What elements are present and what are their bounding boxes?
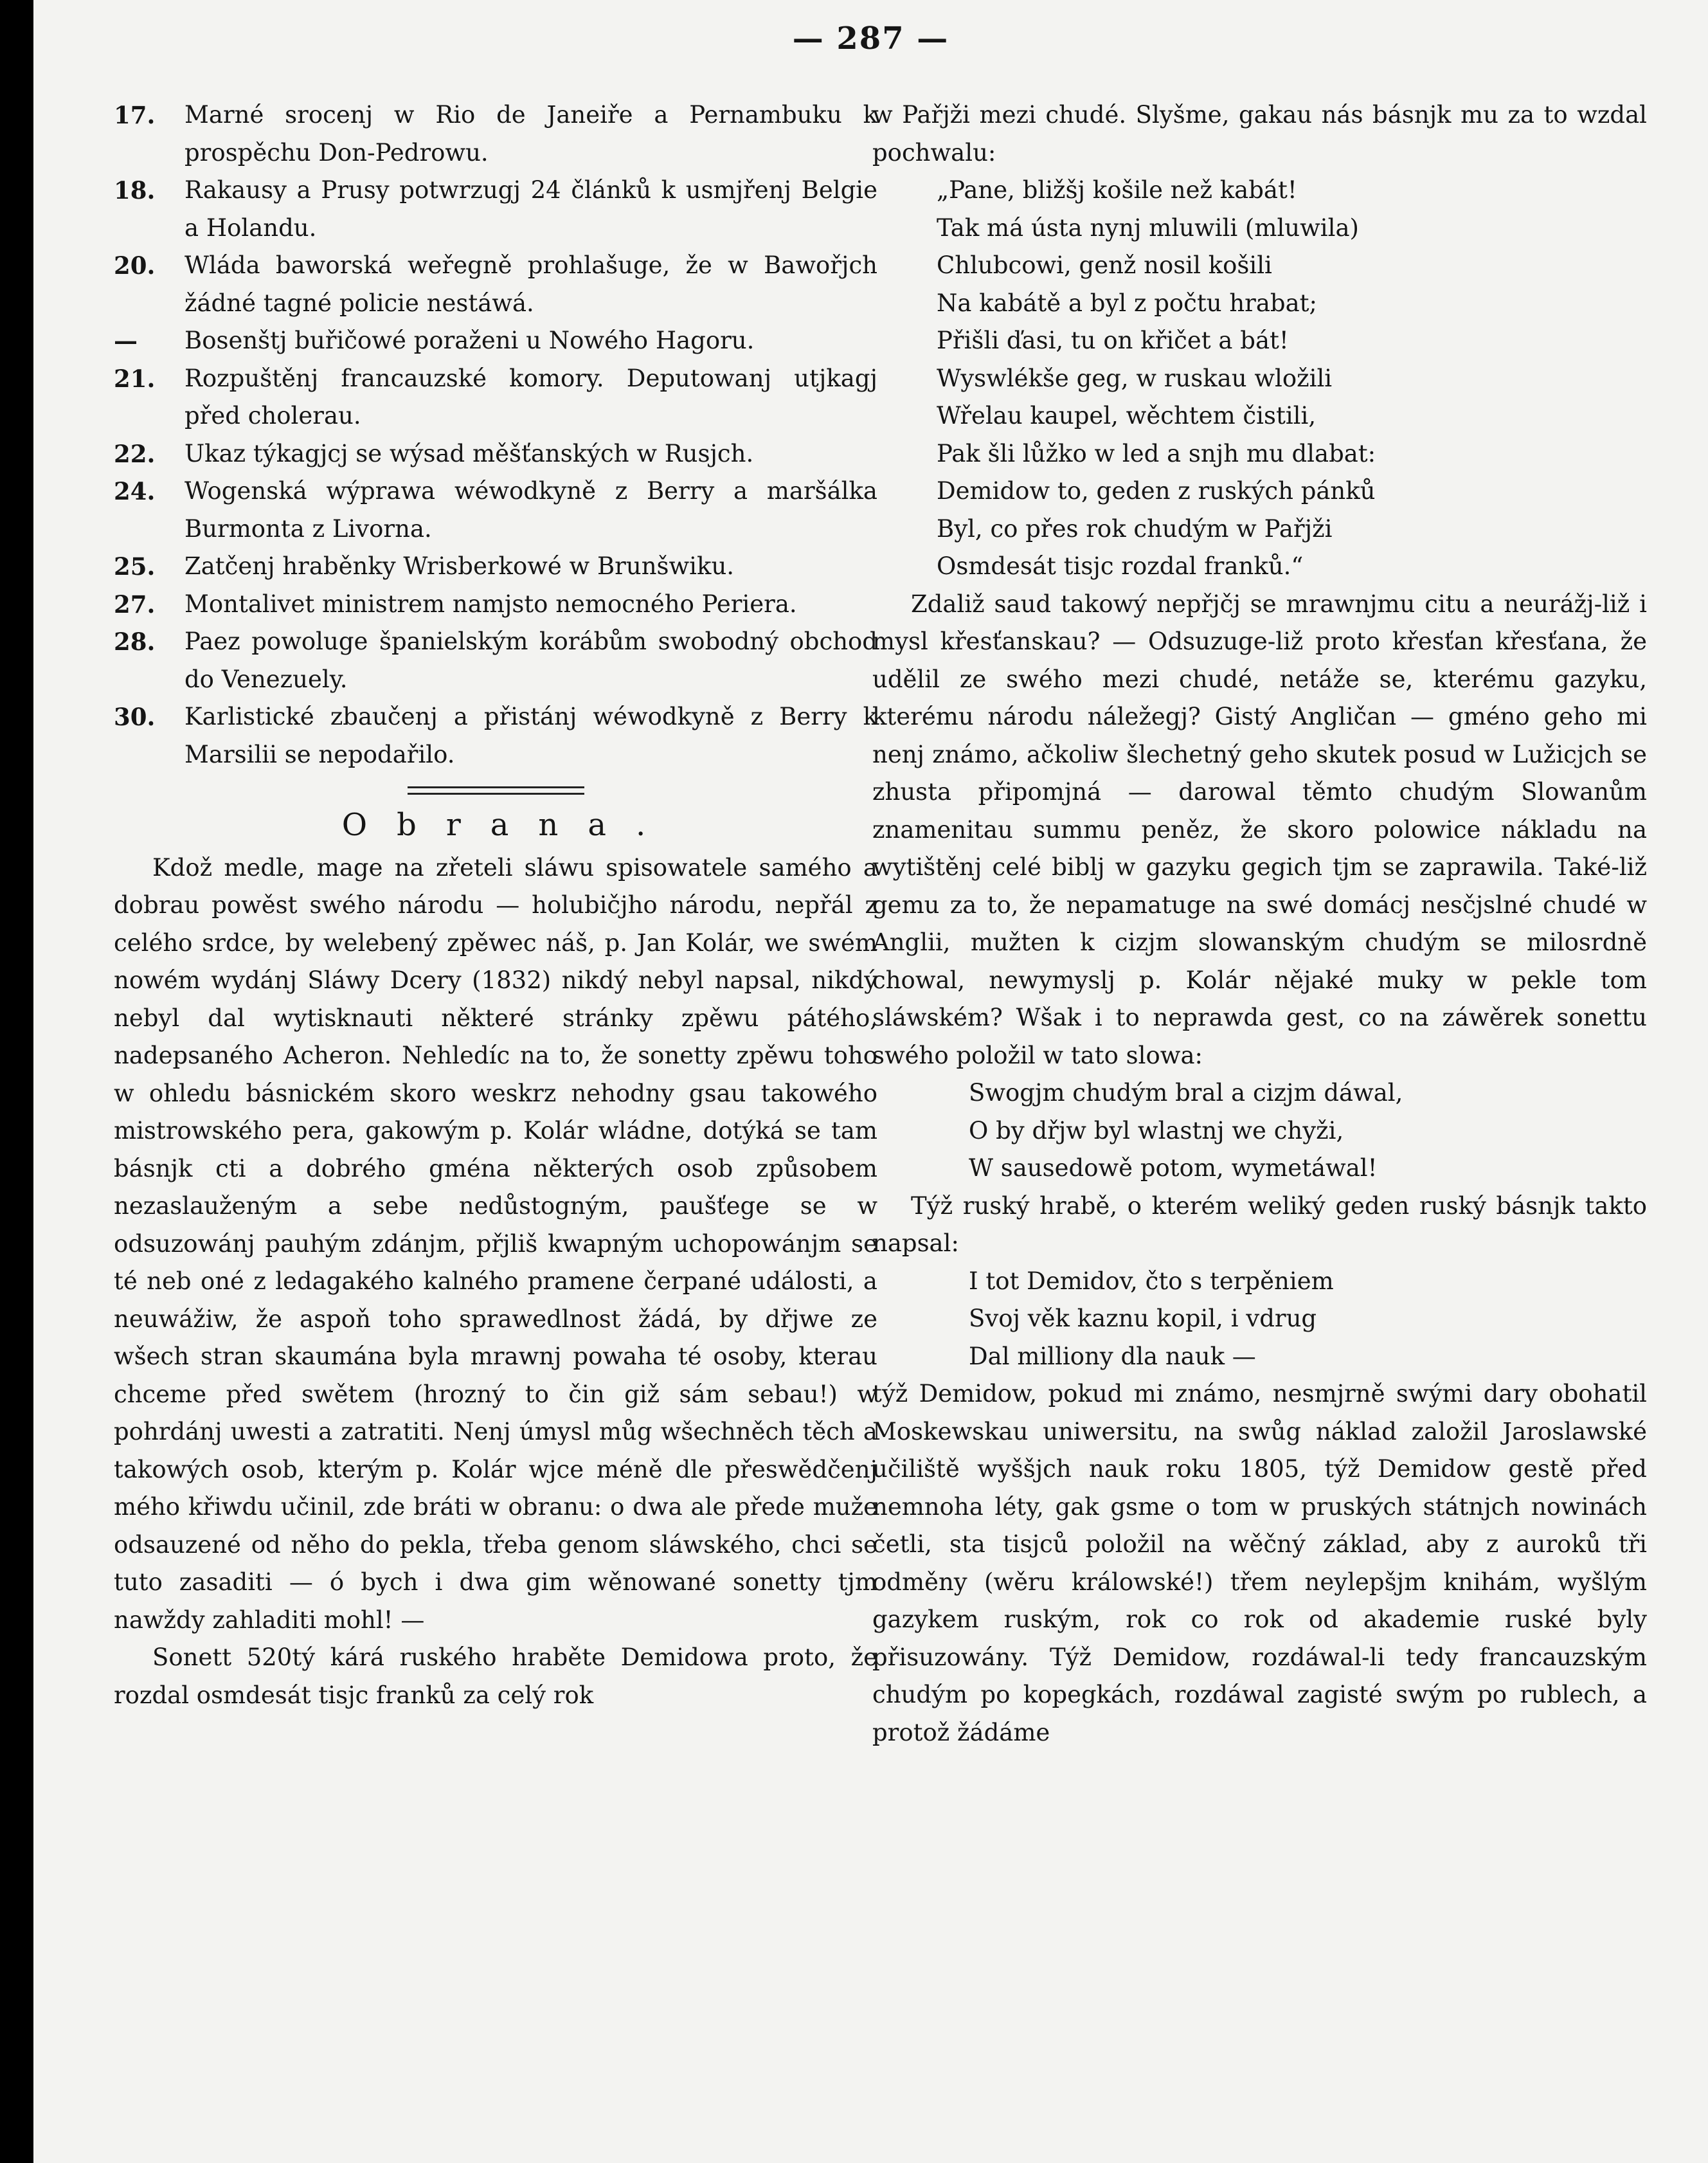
verse-line: I tot Demidov, čto s terpěniem xyxy=(969,1267,1334,1295)
section-heading: Obrana. xyxy=(341,807,676,843)
entry-text: Zatčenj hraběnky Wrisberkowé w Brunšwiku. xyxy=(184,552,735,580)
chronicle-entry xyxy=(114,548,877,586)
page xyxy=(33,0,1708,2163)
verse-block xyxy=(872,1074,1647,1188)
verse-line: Tak má ústa nynj mluwili (mluwila) xyxy=(937,213,1359,242)
verse-line: Chlubcowi, genž nosil košili xyxy=(937,251,1272,279)
entry-date: 30. xyxy=(114,703,156,731)
entry-date: 24. xyxy=(114,477,156,505)
verse-line: Na kabátě a byl z počtu hrabat; xyxy=(937,289,1317,317)
chronicle-list xyxy=(114,96,877,774)
verse-block xyxy=(872,1263,1647,1376)
entry-text: Paez powoluge španielským korábům swobodný obchod do Venezuely. xyxy=(184,628,877,693)
entry-date: 27. xyxy=(114,590,156,619)
entry-date: 22. xyxy=(114,439,156,468)
entry-text: Wláda baworská weřegně prohlašuge, že w Bawořjch žádné tagné policie nestáwá. xyxy=(184,251,877,317)
verse-line: Dal milliony dla nauk — xyxy=(969,1342,1256,1370)
left-column xyxy=(114,96,877,1714)
verse-line: W sausedowě potom, wymetáwal! xyxy=(969,1154,1378,1182)
entry-text: Rozpuštěnj francauzské komory. Deputowanj utjkagj před cholerau. xyxy=(184,364,877,430)
chronicle-entry xyxy=(114,172,877,247)
entry-date: 28. xyxy=(114,628,156,656)
verse-line: Svoj věk kaznu kopil, i vdrug xyxy=(969,1305,1317,1332)
page-number: — 287 — xyxy=(792,21,949,57)
entry-date: 21. xyxy=(114,364,156,393)
verse-line: Swogjm chudým bral a cizjm dáwal, xyxy=(969,1079,1403,1107)
entry-date: 18. xyxy=(114,176,156,204)
chronicle-entry xyxy=(114,698,877,774)
chronicle-entry xyxy=(114,247,877,322)
entry-text: Wogenská wýprawa wéwodkyně z Berry a maršálka Burmonta z Livorna. xyxy=(184,477,877,543)
entry-text: Rakausy a Prusy potwrzugj 24 článků k usmjřenj Belgie a Holandu. xyxy=(184,176,877,242)
chronicle-entry xyxy=(114,586,877,624)
chronicle-entry xyxy=(114,360,877,435)
entry-text: Montalivet ministrem namjsto nemocného Periera. xyxy=(184,590,797,618)
entry-text: Ukaz týkagjcj se wýsad měšťanských w Rusjch. xyxy=(184,439,754,467)
chronicle-entry xyxy=(114,623,877,698)
verse-line: Osmdesát tisjc rozdal franků.“ xyxy=(937,552,1304,580)
chronicle-entry xyxy=(114,96,877,172)
double-rule-divider xyxy=(408,786,584,795)
entry-date: — xyxy=(114,327,138,355)
verse-line: Demidow to, geden z ruských pánků xyxy=(937,477,1376,505)
entry-date: 17. xyxy=(114,101,156,129)
body-paragraph: Zdaliž saud takowý nepřjčj se mrawnjmu citu a neurážj-liž i mysl křesťanskau? — Odsuzuge-liž proto křesťan křesťana, že udělil ze swého mezi chudé, netáže se, kterému gazyku, kterému národu náležegj? Gistý Angličan — gméno geho mi nenj známo, ačkoliw šlechetný geho skutek posud w Lužicjch se zhusta připomjná — darowal těmto chudým Slowanům znamenitau summu peněz, že skoro polowice nákladu na wytištěnj celé biblj w gazyku gegich tjm se zaprawila. Také-liž gemu za to, že nepamatuge na swé domácj nesčjslné chudé w Anglii, mužten k cizjm slowanským chudým se milosrdně chowal, newymyslj p. Kolár nějaké muky w pekle tom sláwském? Wšak i to neprawda gest, co na záwěrek sonettu swého položil w tato slowa: xyxy=(872,590,1647,1069)
chronicle-entry xyxy=(114,322,877,360)
right-column xyxy=(872,96,1647,1751)
body-paragraph: Kdož medle, mage na zřeteli sláwu spisowatele samého a dobrau powěst swého národu — holubičjho národu, nepřál z celého srdce, by welebený zpěwec náš, p. Jan Kolár, we swém nowém wydánj Sláwy Dcery (1832) nikdý nebyl napsal, nikdý nebyl dal wytisknauti některé stránky zpěwu pátého, nadepsaného Acheron. Nehledíc na to, že sonetty zpěwu toho w ohledu básnickém skoro weskrz nehodny gsau takowého mistrowského pera, gakowým p. Kolár wládne, dotýká se tam básnjk cti a dobrého gména některých osob způsobem nezaslauženým a sebe nedůstogným, paušťege se w odsuzowánj pauhým zdánjm, přjliš kwapným uchopowánjm se té neb oné z ledagakého kalného pramene čerpané události, a neuwážiw, že aspoň toho sprawedlnost žádá, by dřjwe ze wšech stran skaumána byla mrawnj powaha té osoby, kterau chceme před swětem (hrozný to čin giž sám sebau!) w pohrdánj uwesti a zatratiti. Nenj úmysl můg wšechněch těch a takowých osob, kterým p. Kolár wjce méně dle přeswědčenj mého křiwdu učinil, zde bráti w obranu: o dwa ale přede muže odsauzené od něho do pekla, třeba genom sláwského, chci se tuto zasaditi — ó bych i dwa gim wěnowané sonetty tjm nawždy zahladiti mohl! — xyxy=(114,853,877,1634)
body-paragraph: Sonett 520tý kárá ruského hraběte Demidowa proto, že rozdal osmdesát tisjc franků za celý rok xyxy=(114,1643,877,1709)
verse-line: Byl, co přes rok chudým w Pařjži xyxy=(937,514,1333,543)
body-paragraph: w Pařjži mezi chudé. Slyšme, gakau nás básnjk mu za to wzdal pochwalu: xyxy=(872,101,1647,167)
entry-text: Bosenštj buřičowé poraženi u Nowého Hagoru. xyxy=(184,327,755,354)
verse-block xyxy=(872,172,1647,586)
verse-line: Přišli ďasi, tu on křičet a bát! xyxy=(937,327,1289,354)
body-paragraph: týž Demidow, pokud mi známo, nesmjrně swými dary obohatil Moskewskau uniwersitu, na swůg náklad založil Jaroslawské učiliště wyššjch nauk roku 1805, týž Demidow gestě před nemnoha léty, gak gsme o tom w pruských státnjch nowinách četli, sta tisjců položil na wěčný základ, aby z auroků tři odměny (wěru králowské!) třem neylepšjm knihám, wyšlým gazykem ruským, rok co rok od akademie ruské byly přisuzowány. Týž Demidow, rozdáwal-li tedy francauzským chudým po kopegkách, rozdáwal zagisté swým po rublech, a protož žádáme xyxy=(872,1380,1647,1746)
body-paragraph: Týž ruský hrabě, o kterém weliký geden ruský básnjk takto napsal: xyxy=(872,1191,1647,1257)
entry-date: 25. xyxy=(114,552,156,581)
verse-line: Wřelau kaupel, wěchtem čistili, xyxy=(937,402,1317,430)
chronicle-entry xyxy=(114,435,877,473)
verse-line: Pak šli lůžko w led a snjh mu dlabat: xyxy=(937,439,1376,467)
entry-text: Marné srocenj w Rio de Janeiře a Pernambuku k prospěchu Don-Pedrowu. xyxy=(184,101,877,167)
verse-line: Wyswlékše geg, w ruskau wložili xyxy=(937,364,1333,392)
verse-line: „Pane, bližšj košile než kabát! xyxy=(937,176,1297,204)
verse-line: O by dřjw byl wlastnj we chyži, xyxy=(969,1116,1344,1145)
entry-text: Karlistické zbaučenj a přistánj wéwodkyně z Berry k Marsilii se nepodařilo. xyxy=(184,703,877,768)
chronicle-entry xyxy=(114,473,877,548)
entry-date: 20. xyxy=(114,251,156,280)
